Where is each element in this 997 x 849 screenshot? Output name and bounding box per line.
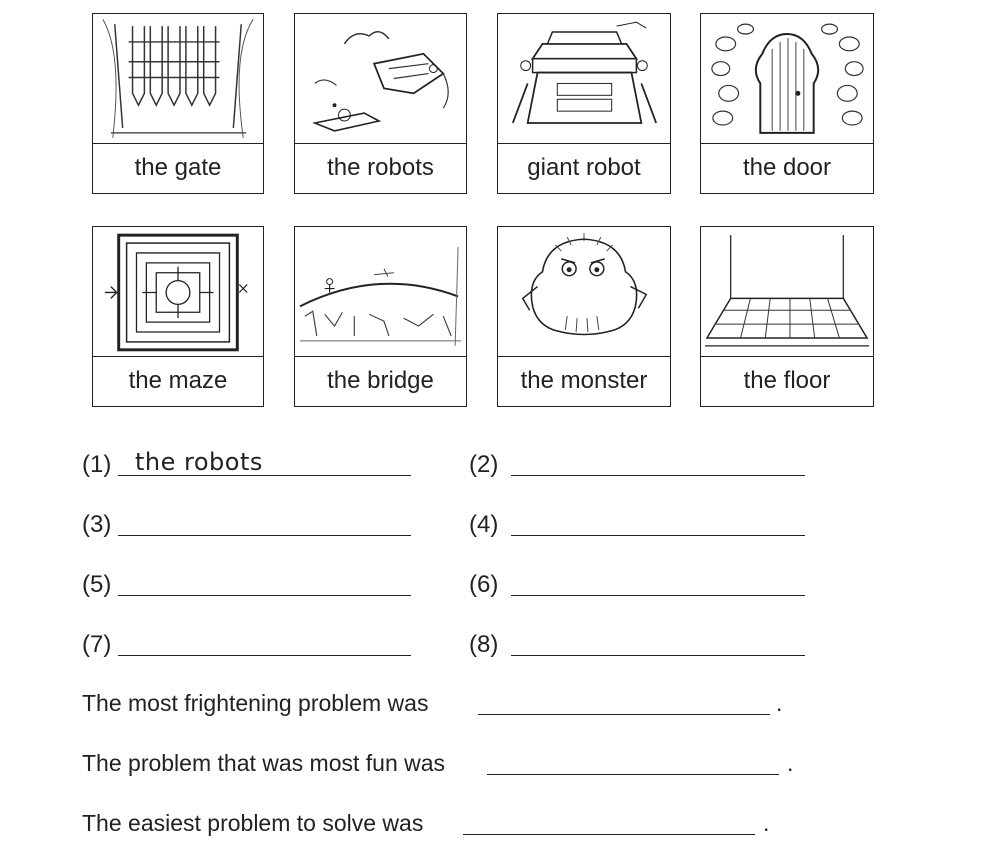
card-the-bridge: [294, 226, 467, 407]
flying-robots-icon: [295, 14, 466, 144]
card-giant-robot: [497, 13, 671, 194]
answer-value-1: the robots: [135, 448, 263, 476]
answer-line-6[interactable]: [511, 595, 805, 596]
answer-number-6: (6): [469, 571, 499, 598]
answer-number-4: (4): [469, 511, 499, 538]
card-the-robots: [294, 13, 467, 194]
bridge-icon: [295, 227, 466, 357]
answer-line-4[interactable]: [511, 535, 805, 536]
question-most-frightening-period: .: [776, 690, 783, 716]
card-label: the gate: [134, 154, 222, 181]
answer-number-5: (5): [82, 571, 112, 598]
card-label: the door: [742, 154, 832, 181]
answer-number-3: (3): [82, 511, 112, 538]
question-most-fun: The problem that was most fun was: [82, 750, 446, 776]
floor-icon: [701, 227, 873, 357]
answer-number-1: (1): [82, 451, 112, 478]
giant-robot-icon: [498, 14, 670, 144]
answer-number-8: (8): [469, 631, 499, 658]
card-label: the floor: [743, 367, 831, 394]
card-the-floor: [700, 226, 874, 407]
answer-line-5[interactable]: [118, 595, 411, 596]
card-the-maze: [92, 226, 264, 407]
answer-line-2[interactable]: [511, 475, 805, 476]
question-most-fun-line[interactable]: [487, 774, 779, 775]
answer-number-2: (2): [469, 451, 499, 478]
monster-icon: [498, 227, 670, 357]
question-most-frightening-line[interactable]: [478, 714, 770, 715]
gate-icon: [93, 14, 263, 144]
card-label: the maze: [128, 367, 228, 394]
question-easiest: The easiest problem to solve was: [82, 810, 424, 836]
question-most-frightening: The most frightening problem was: [82, 690, 429, 716]
card-label: the robots: [327, 154, 434, 181]
question-easiest-period: .: [763, 810, 770, 836]
card-label: giant robot: [527, 154, 641, 181]
card-label: the monster: [520, 367, 648, 394]
card-the-monster: [497, 226, 671, 407]
card-the-gate: [92, 13, 264, 194]
card-the-door: [700, 13, 874, 194]
card-label: the bridge: [327, 367, 434, 394]
question-easiest-line[interactable]: [463, 834, 755, 835]
question-most-fun-period: .: [787, 750, 794, 776]
maze-icon: [93, 227, 263, 357]
answer-line-7[interactable]: [118, 655, 411, 656]
answer-number-7: (7): [82, 631, 112, 658]
door-icon: [701, 14, 873, 144]
answer-line-3[interactable]: [118, 535, 411, 536]
answer-line-8[interactable]: [511, 655, 805, 656]
